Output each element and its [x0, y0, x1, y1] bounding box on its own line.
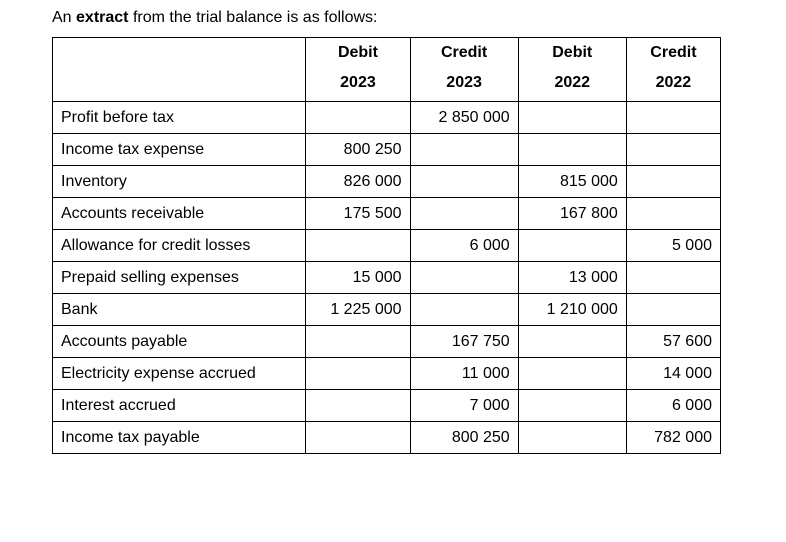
credit-2022-cell [626, 166, 720, 198]
header-line1: Debit [337, 44, 378, 61]
debit-2023-cell: 175 500 [306, 198, 410, 230]
intro-suffix: from the trial balance is as follows: [128, 9, 378, 26]
header-line2: 2023 [340, 74, 376, 91]
credit-2022-cell: 57 600 [626, 326, 720, 358]
debit-2022-cell: 13 000 [518, 262, 626, 294]
table-row [53, 166, 721, 198]
credit-2023-cell: 167 750 [410, 326, 518, 358]
account-label: Electricity expense accrued [53, 358, 306, 390]
table-header [53, 38, 721, 102]
credit-2022-cell [626, 198, 720, 230]
header-credit-2022 [626, 38, 720, 102]
table-row [53, 134, 721, 166]
table-row [53, 294, 721, 326]
account-label: Interest accrued [53, 390, 306, 422]
credit-2023-cell [410, 166, 518, 198]
account-label: Accounts payable [53, 326, 306, 358]
credit-2022-cell [626, 102, 720, 134]
debit-2022-cell [518, 230, 626, 262]
credit-2023-cell [410, 134, 518, 166]
table-row [53, 262, 721, 294]
account-label: Bank [53, 294, 306, 326]
header-debit-2023 [306, 38, 410, 102]
debit-2023-cell [306, 102, 410, 134]
debit-2022-cell [518, 358, 626, 390]
header-line1: Credit [650, 44, 697, 61]
credit-2022-cell [626, 294, 720, 326]
header-line1: Debit [552, 44, 593, 61]
debit-2022-cell: 815 000 [518, 166, 626, 198]
debit-2023-cell: 800 250 [306, 134, 410, 166]
header-debit-2022 [518, 38, 626, 102]
credit-2023-cell [410, 198, 518, 230]
intro-bold-word: extract [76, 9, 129, 26]
credit-2022-cell: 782 000 [626, 422, 720, 454]
header-account [53, 38, 306, 102]
trial-balance-table [52, 37, 721, 454]
credit-2023-cell [410, 262, 518, 294]
debit-2022-cell: 1 210 000 [518, 294, 626, 326]
header-row [53, 38, 721, 102]
debit-2023-cell [306, 230, 410, 262]
debit-2023-cell [306, 390, 410, 422]
table-row [53, 198, 721, 230]
credit-2022-cell: 14 000 [626, 358, 720, 390]
debit-2022-cell [518, 422, 626, 454]
credit-2022-cell [626, 262, 720, 294]
debit-2022-cell: 167 800 [518, 198, 626, 230]
debit-2023-cell [306, 358, 410, 390]
table-row [53, 390, 721, 422]
debit-2022-cell [518, 134, 626, 166]
table-row [53, 326, 721, 358]
debit-2022-cell [518, 102, 626, 134]
account-label: Income tax payable [53, 422, 306, 454]
header-line1: Credit [440, 44, 488, 61]
credit-2023-cell: 7 000 [410, 390, 518, 422]
table-row [53, 102, 721, 134]
table-row [53, 422, 721, 454]
account-label: Allowance for credit losses [53, 230, 306, 262]
account-label: Profit before tax [53, 102, 306, 134]
header-line2: 2023 [446, 74, 482, 91]
account-label: Prepaid selling expenses [53, 262, 306, 294]
intro-text [52, 9, 378, 27]
credit-2023-cell: 800 250 [410, 422, 518, 454]
credit-2022-cell: 5 000 [626, 230, 720, 262]
credit-2022-cell [626, 134, 720, 166]
debit-2023-cell: 15 000 [306, 262, 410, 294]
debit-2023-cell: 826 000 [306, 166, 410, 198]
credit-2023-cell [410, 294, 518, 326]
debit-2022-cell [518, 326, 626, 358]
header-credit-2023 [410, 38, 518, 102]
header-line2: 2022 [655, 74, 692, 91]
intro-prefix: An [52, 9, 77, 26]
debit-2023-cell [306, 326, 410, 358]
debit-2023-cell [306, 422, 410, 454]
table-row [53, 358, 721, 390]
account-label: Income tax expense [53, 134, 306, 166]
debit-2022-cell [518, 390, 626, 422]
credit-2023-cell: 2 850 000 [410, 102, 518, 134]
credit-2023-cell: 11 000 [410, 358, 518, 390]
credit-2022-cell: 6 000 [626, 390, 720, 422]
account-label: Inventory [53, 166, 306, 198]
header-line2: 2022 [554, 74, 591, 91]
credit-2023-cell: 6 000 [410, 230, 518, 262]
table-body [53, 102, 721, 454]
account-label: Accounts receivable [53, 198, 306, 230]
debit-2023-cell: 1 225 000 [306, 294, 410, 326]
table-row [53, 230, 721, 262]
